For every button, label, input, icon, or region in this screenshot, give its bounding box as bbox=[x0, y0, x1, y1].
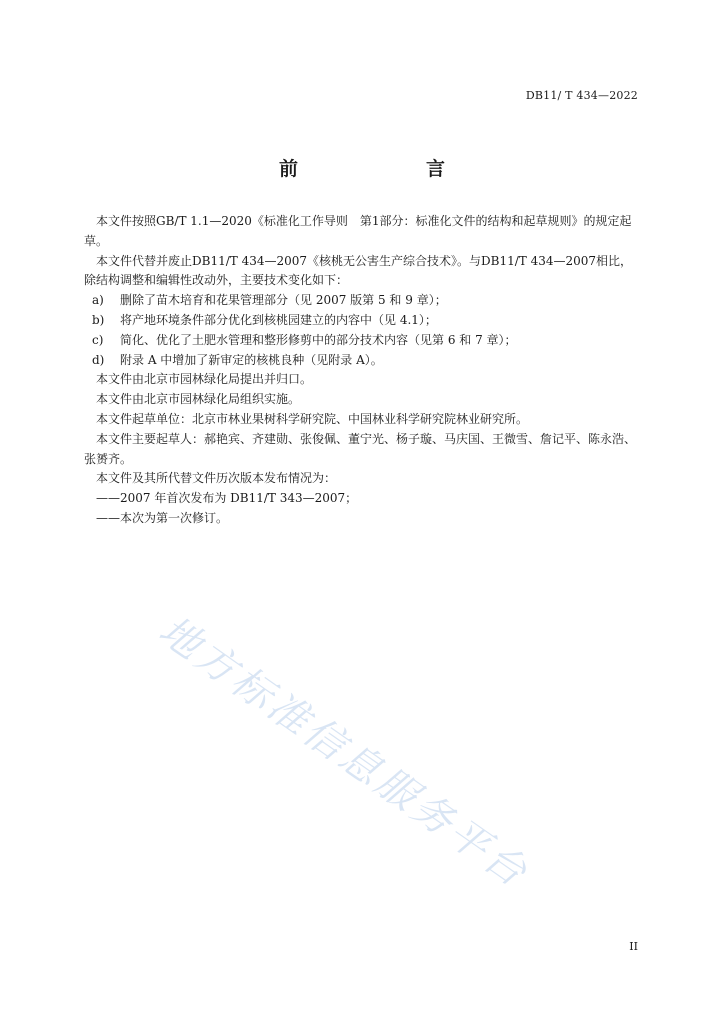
change-item-text: 将产地环境条件部分优化到核桃园建立的内容中（见 4.1）； bbox=[120, 312, 437, 327]
paragraph-history-intro: 本文件及其所代替文件历次版本发布情况为： bbox=[96, 471, 337, 486]
paragraph-proposer: 本文件由北京市园林绿化局提出并归口。 bbox=[96, 372, 313, 387]
change-item-label: d) bbox=[92, 352, 105, 367]
page-number: II bbox=[629, 940, 638, 953]
standard-number: DB11/ T 434—2022 bbox=[525, 89, 638, 102]
paragraph-drafting-rules: 本文件按照GB/T 1.1—2020《标准化工作导则 第1部分：标准化文件的结构和起草规则》的规定起草。 bbox=[84, 214, 632, 248]
paragraph-drafting-units: 本文件起草单位：北京市林业果树科学研究院、中国林业科学研究院林业研究所。 bbox=[96, 411, 529, 426]
watermark: 地方标准信息服务平台 bbox=[150, 607, 538, 898]
change-item bbox=[84, 351, 640, 371]
paragraph-organizer: 本文件由北京市园林绿化局组织实施。 bbox=[96, 392, 301, 407]
change-item bbox=[84, 291, 640, 311]
change-item-label: a) bbox=[92, 293, 104, 308]
page-title: 前 言 bbox=[278, 158, 475, 180]
change-item-text: 简化、优化了土肥水管理和整形修剪中的部分技术内容（见第 6 和 7 章）； bbox=[120, 332, 517, 347]
change-item-label: b) bbox=[92, 312, 105, 327]
change-item bbox=[84, 311, 640, 331]
change-item-label: c) bbox=[92, 332, 104, 347]
paragraph-drafters: 本文件主要起草人：郝艳宾、齐建勋、张俊佩、董宁光、杨子璇、马庆国、王微雪、詹记平、陈永浩、张赟齐。 bbox=[84, 431, 637, 466]
foreword-body bbox=[84, 212, 640, 529]
change-item bbox=[84, 331, 640, 351]
history-item: ——2007 年首次发布为 DB11/T 343—2007； bbox=[96, 491, 358, 506]
change-item-text: 删除了苗木培育和花果管理部分（见 2007 版第 5 和 9 章）； bbox=[120, 293, 447, 308]
paragraph-replacement: 本文件代替并废止DB11/T 434—2007《核桃无公害生产综合技术》。与DB11/T 434—2007相比，除结构调整和编辑性改动外，主要技术变化如下： bbox=[84, 253, 633, 288]
history-item: ——本次为第一次修订。 bbox=[96, 510, 229, 525]
change-item-text: 附录 A 中增加了新审定的核桃良种（见附录 A）。 bbox=[120, 352, 383, 367]
